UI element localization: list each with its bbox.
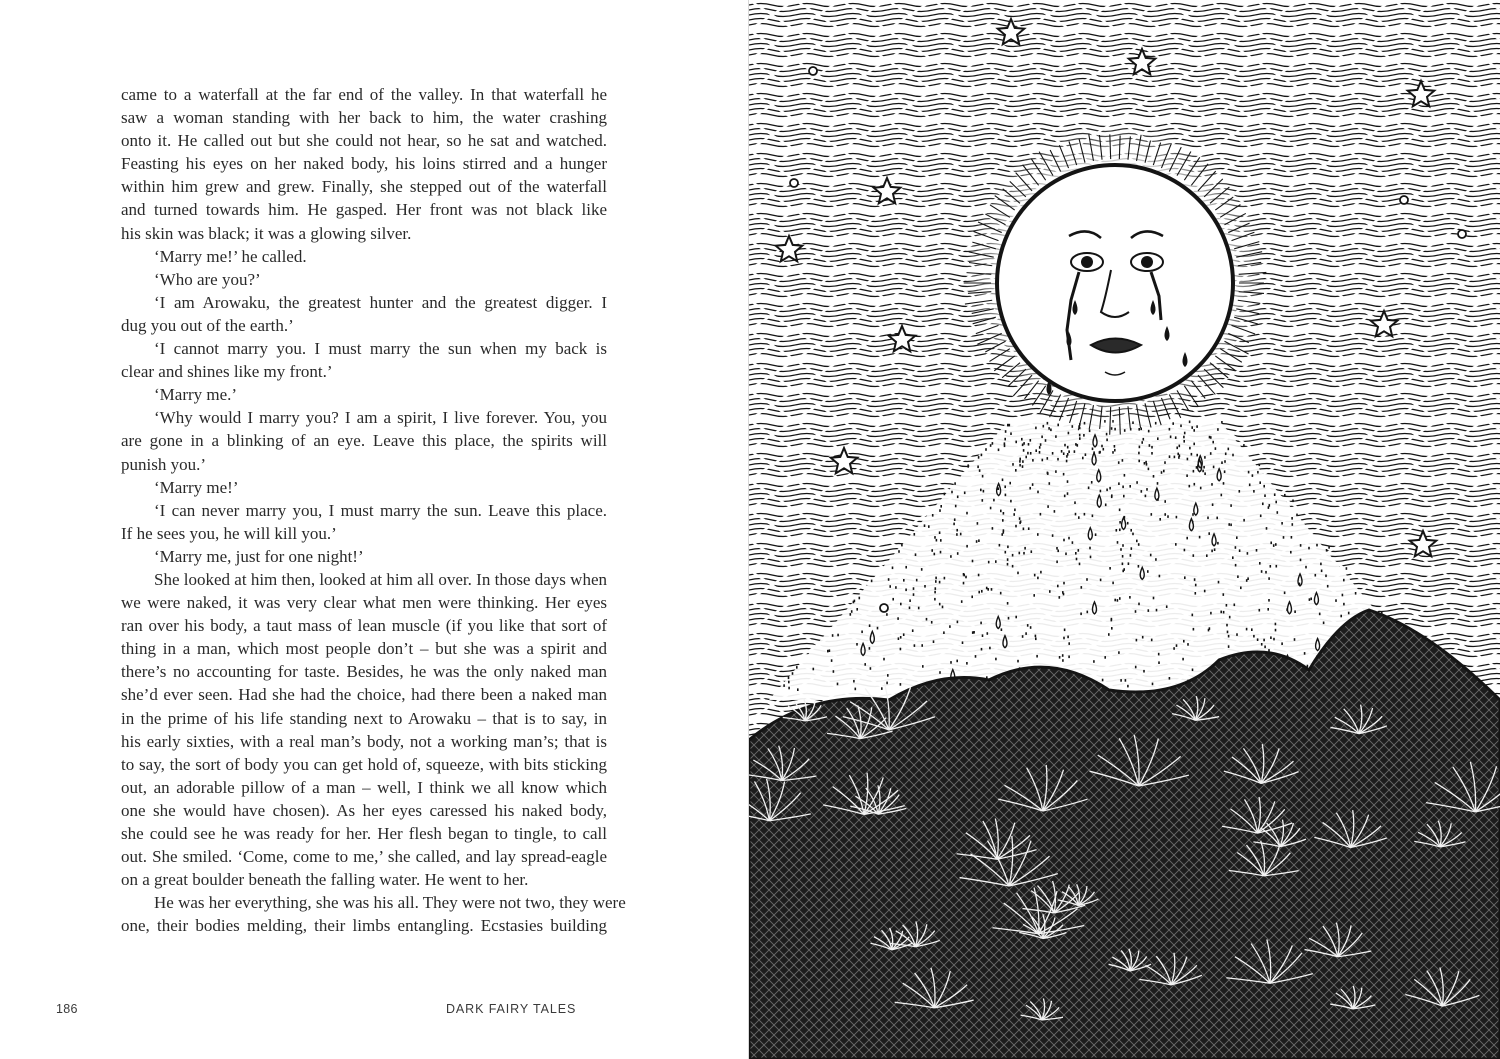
text-line: ran over his body, a taut mass of lean muscle (if you like that sort of: [121, 616, 607, 636]
text-line: out, an adorable pillow of a man – well, I think we all know which: [121, 777, 607, 797]
text-line: ‘I am Arowaku, the greatest hunter and the greatest digger. I: [154, 292, 607, 312]
text-line: his skin was black; it was a glowing silver.: [121, 223, 412, 243]
text-line: ‘Marry me!’ he called.: [154, 246, 307, 266]
text-line: thing in a man, which most people don’t – but she was a spirit and: [121, 639, 607, 659]
small-star-circle: [880, 604, 888, 612]
story-text: [121, 83, 626, 937]
small-star-circle: [809, 67, 817, 75]
text-line: ‘Marry me, just for one night!’: [154, 546, 364, 566]
text-line: to say, the sort of body you can get hold of, squeeze, with bits sticking: [121, 754, 607, 774]
text-line: onto it. He called out but she could not hear, so he sat and watched.: [121, 131, 607, 151]
text-line: saw a woman standing with her back to him, the water crashing: [121, 108, 607, 128]
small-star-circle: [1400, 196, 1408, 204]
text-line: ‘Marry me!’: [154, 477, 239, 497]
text-line: punish you.’: [121, 454, 206, 474]
text-line: ‘Why would I marry you? I am a spirit, I live forever. You, you: [154, 408, 607, 428]
text-line: she’d ever seen. Had she had the choice, had there been a naked man: [121, 685, 607, 705]
text-line: She looked at him then, looked at him all over. In those days when: [154, 569, 607, 589]
text-line: came to a waterfall at the far end of the valley. In that waterfall he: [121, 85, 607, 104]
running-title: DARK FAIRY TALES: [446, 1002, 577, 1016]
text-line: within him grew and grew. Finally, she stepped out of the waterfall: [121, 177, 607, 197]
page-number: 186: [56, 1002, 78, 1016]
text-line: on a great boulder beneath the falling water. He went to her.: [121, 870, 529, 890]
text-line: we were naked, it was very clear what men were thinking. Her eyes: [121, 593, 607, 613]
text-line: one she would have chosen). As her eyes caressed his naked body,: [121, 800, 607, 820]
text-line: Feasting his eyes on her naked body, his loins stirred and a hunger: [121, 154, 607, 174]
text-line: are gone in a blinking of an eye. Leave this place, the spirits will: [121, 431, 607, 451]
text-line: out. She smiled. ‘Come, come to me,’ she called, and lay spread-eagle: [121, 847, 607, 867]
text-line: there’s no accounting for taste. Besides, he was the only naked man: [121, 662, 607, 682]
text-line: ‘I cannot marry you. I must marry the sun when my back is: [154, 339, 607, 359]
text-line: in the prime of his life standing next to Arowaku – that is to say, in: [121, 708, 607, 728]
text-line: ‘I can never marry you, I must marry the sun. Leave this place.: [154, 500, 607, 520]
text-line: she could see he was ready for her. Her flesh began to tingle, to call: [121, 824, 607, 843]
text-line: ‘Marry me.’: [154, 385, 238, 405]
text-line: and turned towards him. He gasped. Her front was not black like: [121, 200, 607, 220]
text-line: If he sees you, he will kill you.’: [121, 523, 337, 543]
text-line: ‘Who are you?’: [154, 269, 261, 289]
left-page: [0, 0, 749, 1059]
text-line: He was her everything, she was his all. They were not two, they were: [154, 893, 626, 913]
text-line: dug you out of the earth.’: [121, 315, 294, 335]
text-line: his early sixties, with a real man’s body, not a working man’s; that is: [121, 731, 607, 751]
right-page-illustration: [749, 0, 1500, 1059]
moon-face: [997, 165, 1233, 401]
text-line: clear and shines like my front.’: [121, 362, 333, 382]
text-line: one, their bodies melding, their limbs entangling. Ecstasies building: [121, 916, 607, 936]
small-star-circle: [1458, 230, 1466, 238]
small-star-circle: [790, 179, 798, 187]
weeping-moon-illustration: [749, 0, 1500, 1059]
